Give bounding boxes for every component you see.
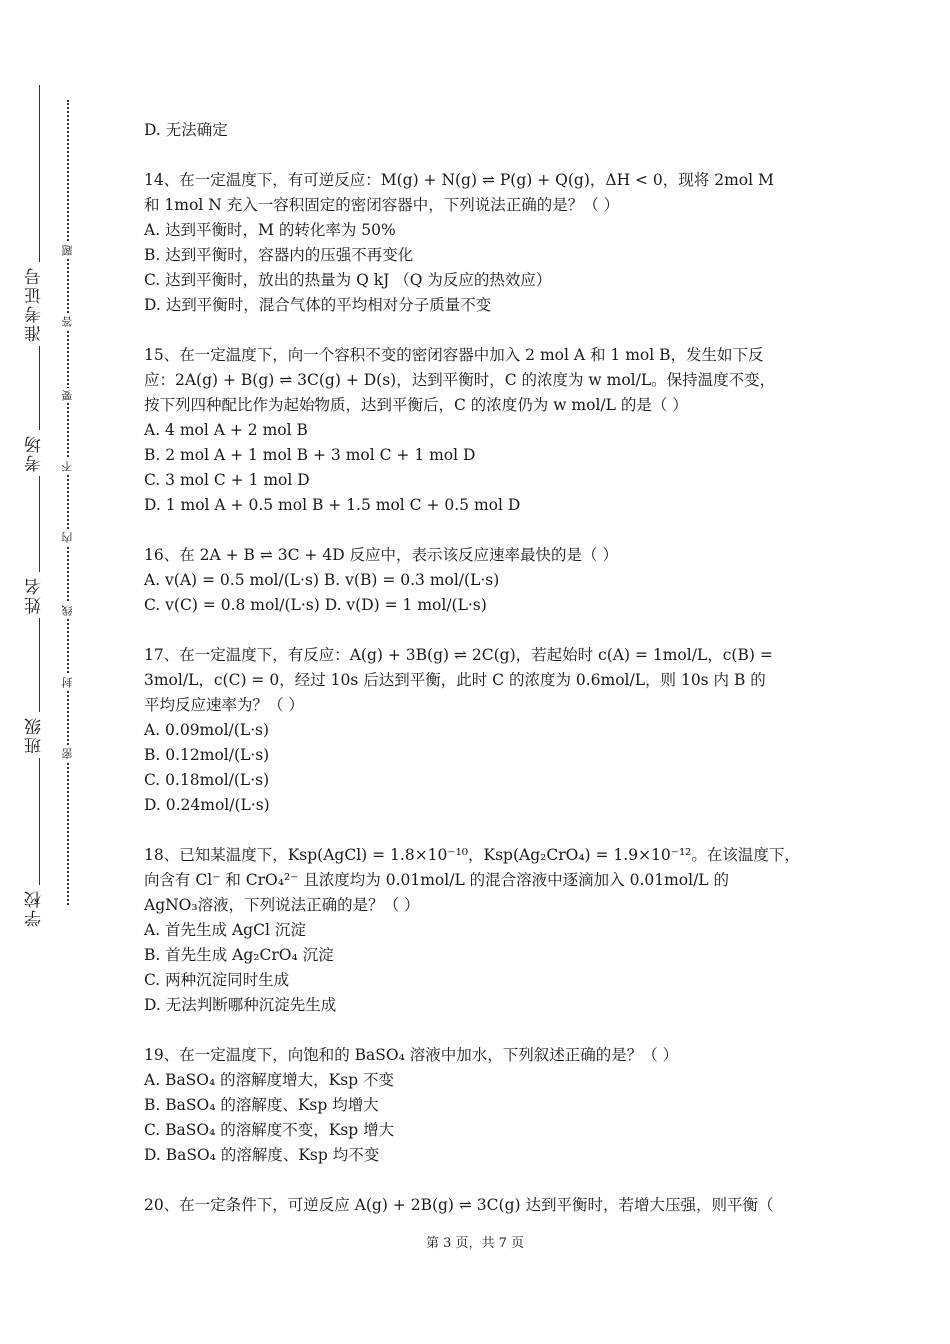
question-15	[144, 343, 824, 518]
question-stem: 15、在一定温度下，向一个容积不变的密闭容器中加入 2 mol A 和 1 mol B，发生如下反	[144, 346, 764, 364]
option-b: B. BaSO₄ 的溶解度、Ksp 均增大	[144, 1096, 379, 1114]
binding-margin	[0, 0, 100, 1344]
option-row-cd: C. v(C) = 0.8 mol/(L·s) D. v(D) = 1 mol/(L·s)	[144, 596, 487, 614]
option-c: C. BaSO₄ 的溶解度不变，Ksp 增大	[144, 1121, 395, 1139]
question-list	[144, 118, 824, 1243]
option-a: A. 达到平衡时，M 的转化率为 50%	[144, 221, 396, 239]
question-16	[144, 543, 824, 618]
school-label: 学校	[22, 885, 54, 931]
exam-room-label: 考场	[22, 430, 54, 476]
option-b: B. 首先生成 Ag₂CrO₄ 沉淀	[144, 946, 334, 964]
option-c: C. 达到平衡时，放出的热量为 Q kJ （Q 为反应的热效应）	[144, 271, 552, 289]
option-d: D. BaSO₄ 的溶解度、Ksp 均不变	[144, 1146, 380, 1164]
question-17	[144, 643, 824, 818]
question-stem: AgNO₃溶液，下列说法正确的是？（ ）	[144, 896, 420, 914]
option-row-ab: A. v(A) = 0.5 mol/(L·s) B. v(B) = 0.3 mol/(L·s)	[144, 571, 500, 589]
question-stem: 平均反应速率为？（ ）	[144, 696, 304, 714]
question-stem: 20、在一定条件下，可逆反应 A(g) + 2B(g) ⇌ 3C(g) 达到平衡时，若增大压强，则平衡（	[144, 1196, 774, 1214]
question-stem: 17、在一定温度下，有反应：A(g) + 3B(g) ⇌ 2C(g)，若起始时 c(A) = 1mol/L，c(B) =	[144, 646, 773, 664]
question-stem: 应：2A(g) + B(g) ⇌ 3C(g) + D(s)，达到平衡时，C 的浓度为 w mol/L。保持温度不变，	[144, 371, 776, 389]
seal-char: 要	[61, 390, 74, 401]
option-b: B. 2 mol A + 1 mol B + 3 mol C + 1 mol D	[144, 446, 476, 464]
option-c: C. 两种沉淀同时生成	[144, 971, 290, 989]
binding-solid-line	[39, 85, 40, 925]
seal-char: 题	[61, 245, 74, 256]
question-stem: 14、在一定温度下，有可逆反应：M(g) + N(g) ⇌ P(g) + Q(g)，ΔH < 0，现将 2mol M	[144, 171, 774, 189]
question-stem: 和 1mol N 充入一容积固定的密闭容器中，下列说法正确的是？（ ）	[144, 196, 620, 214]
seal-dotted-line	[67, 100, 69, 905]
class-label: 班级	[22, 712, 54, 758]
exam-number-label: 准考证号	[22, 262, 54, 346]
question-stem: 18、已知某温度下，Ksp(AgCl) = 1.8×10⁻¹⁰，Ksp(Ag₂CrO₄) = 1.9×10⁻¹²。在该温度下，	[144, 846, 800, 864]
option-d: D. 达到平衡时，混合气体的平均相对分子质量不变	[144, 296, 492, 314]
option-d: D. 无法确定	[144, 121, 228, 139]
question-14	[144, 168, 824, 318]
question-stem: 19、在一定温度下，向饱和的 BaSO₄ 溶液中加水，下列叙述正确的是？（ ）	[144, 1046, 679, 1064]
question-19	[144, 1043, 824, 1168]
page-number: 第 3 页，共 7 页	[425, 1236, 525, 1251]
option-d: D. 1 mol A + 0.5 mol B + 1.5 mol C + 0.5 mol D	[144, 496, 521, 514]
option-a: A. 首先生成 AgCl 沉淀	[144, 921, 306, 939]
question-stem: 3mol/L，c(C) = 0，经过 10s 后达到平衡，此时 C 的浓度为 0.6mol/L，则 10s 内 B 的	[144, 671, 766, 689]
option-b: B. 达到平衡时，容器内的压强不再变化	[144, 246, 414, 264]
seal-char: 答	[61, 316, 74, 327]
option-a: A. 0.09mol/(L·s)	[144, 721, 270, 739]
question-13-tail	[144, 118, 824, 143]
option-b: B. 0.12mol/(L·s)	[144, 746, 270, 764]
question-18	[144, 843, 824, 1018]
question-stem: 按下列四种配比作为起始物质，达到平衡后，C 的浓度仍为 w mol/L 的是（ ）	[144, 396, 688, 414]
option-c: C. 0.18mol/(L·s)	[144, 771, 270, 789]
option-c: C. 3 mol C + 1 mol D	[144, 471, 310, 489]
seal-char: 线	[61, 605, 74, 616]
seal-char: 不	[61, 461, 74, 472]
seal-char: 封	[61, 677, 74, 688]
option-a: A. BaSO₄ 的溶解度增大，Ksp 不变	[144, 1071, 395, 1089]
seal-char: 密	[61, 748, 74, 759]
question-stem: 向含有 Cl⁻ 和 CrO₄²⁻ 且浓度均为 0.01mol/L 的混合溶液中逐滴加入 0.01mol/L 的	[144, 871, 730, 889]
question-20	[144, 1193, 824, 1218]
option-d: D. 无法判断哪种沉淀先生成	[144, 996, 337, 1014]
name-label: 姓名	[22, 572, 54, 618]
seal-char: 内	[61, 532, 74, 543]
option-d: D. 0.24mol/(L·s)	[144, 796, 270, 814]
option-a: A. 4 mol A + 2 mol B	[144, 421, 308, 439]
question-stem: 16、在 2A + B ⇌ 3C + 4D 反应中，表示该反应速率最快的是（ ）	[144, 546, 618, 564]
